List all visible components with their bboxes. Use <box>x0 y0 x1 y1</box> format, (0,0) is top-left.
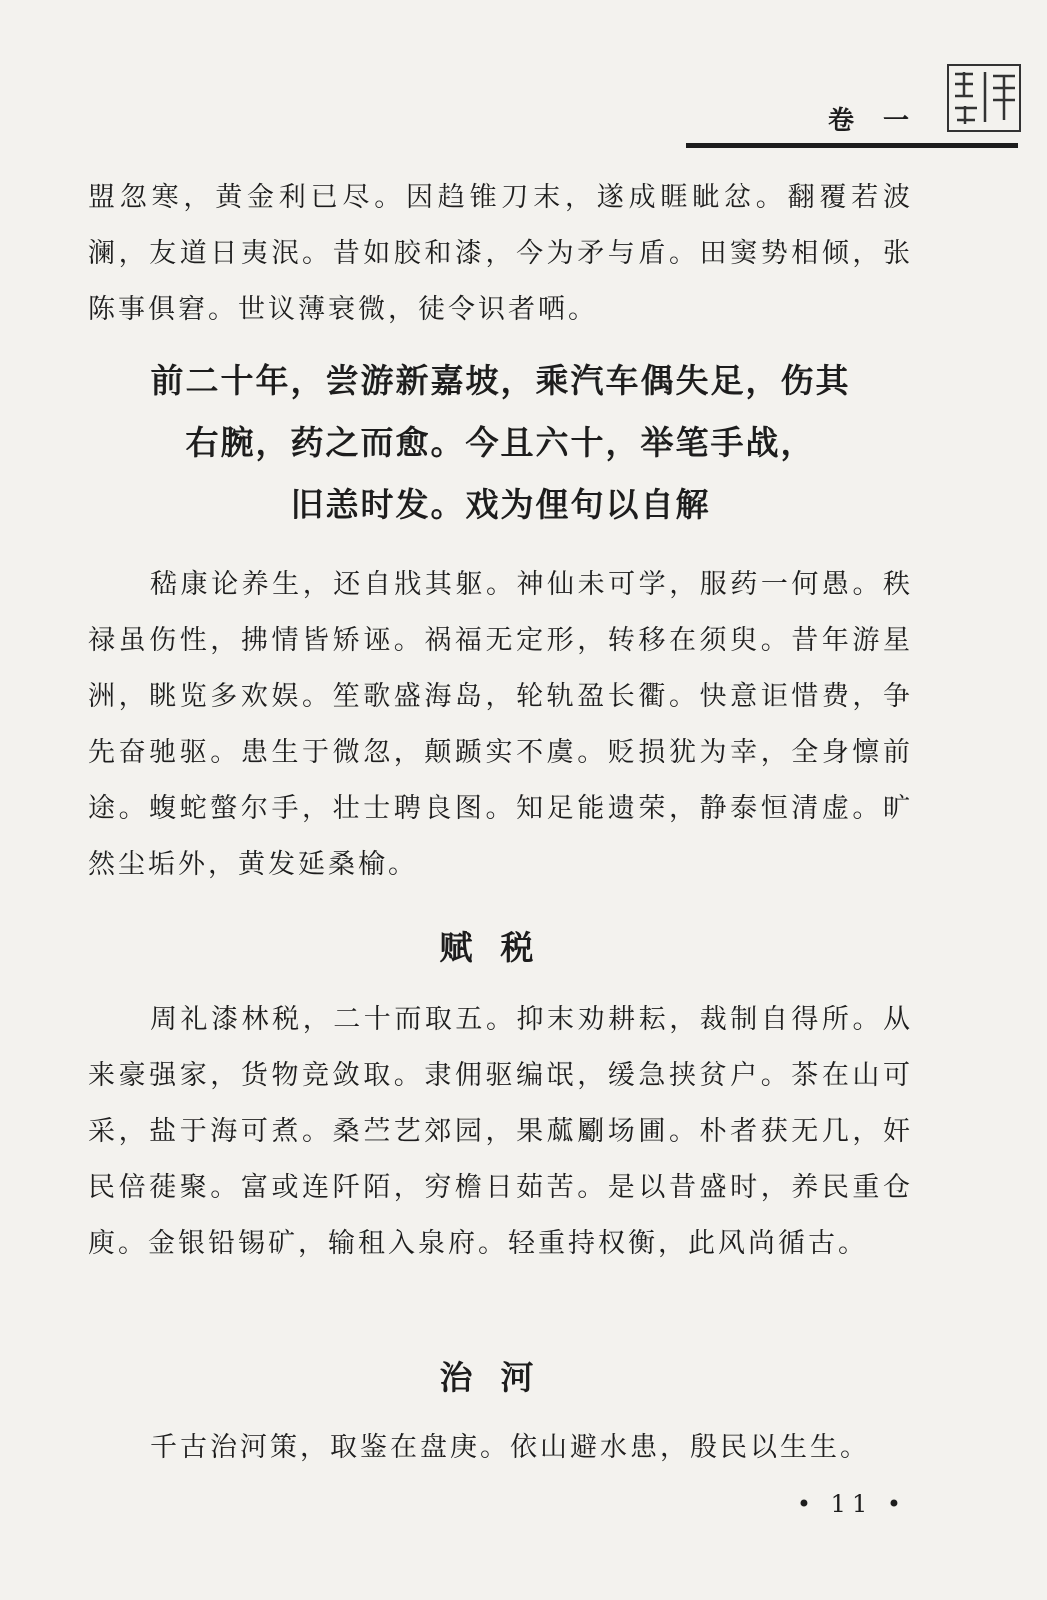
page-number: • 11 • <box>796 1490 907 1518</box>
poem-body-river: 千古治河策，取鉴在盘庚。依山避水患，殷民以生生。 <box>150 1432 870 1463</box>
header-rule <box>686 143 1018 148</box>
poem-title-line-2: 右腕，药之而愈。今且六十，举笔手战， <box>185 423 816 462</box>
seal-stamp <box>945 62 1023 134</box>
continuation-paragraph: 盟忽寒，黄金利已尽。因趋锥刀末，遂成睚眦忿。翻覆若波澜，友道日夷泯。昔如胶和漆，今为矛与盾。田窦势相倾，张陈事俱窘。世议薄衰微，徒令识者哂。 <box>88 182 913 325</box>
poem-body: 嵇康论养生，还自戕其躯。神仙未可学，服药一何愚。秩禄虽伤性，拂情皆矫诬。祸福无定形，转移在须臾。昔年游星洲，眺览多欢娱。笙歌盛海岛，轮轨盈长衢。快意讵惜费，争先奋驰驱。患生于微忽，颠踬实不虞。贬损犹为幸，全身懔前途。蝮蛇螫尔手，壮士聘良图。知足能遗荣，静泰恒清虚。旷然尘垢外，黄发延桑榆。 <box>88 569 913 880</box>
poem-title-line-3: 旧恙时发。戏为俚句以自解 <box>290 485 711 524</box>
poem-body-taxes: 周礼漆林税，二十而取五。抑末劝耕耘，裁制自得所。从来豪强家，货物竞敛取。隶佣驱编氓，缓急挟贫户。茶在山可采，盐于海可煮。桑苎艺郊园，果蓏劚场圃。朴者获无几，奸民倍蓰聚。富或连阡陌，穷檐日茹苦。是以昔盛时，养民重仓庾。金银铅锡矿，输租入泉府。轻重持权衡，此风尚循古。 <box>88 1004 913 1259</box>
section-title-river: 治河 <box>439 1358 562 1397</box>
poem-title-line-1: 前二十年，尝游新嘉坡，乘汽车偶失足，伤其 <box>150 361 851 400</box>
section-title-taxes: 赋税 <box>439 928 562 967</box>
running-head: 卷 一 <box>827 106 919 136</box>
